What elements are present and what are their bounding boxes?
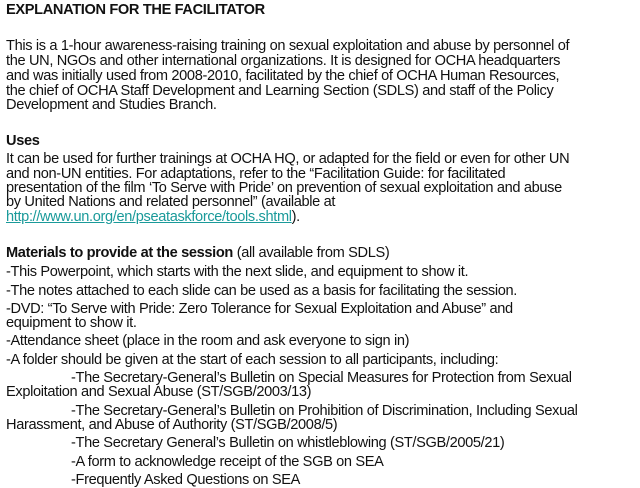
uses-line: and non-UN entities. For adaptations, refer to the “Facilitation Guide: for facilitated xyxy=(6,166,506,182)
intro-line: This is a 1-hour awareness-raising training on sexual exploitation and abuse by personnel of xyxy=(6,38,570,54)
intro-line: and was initially used from 2008-2010, facilitated by the chief of OCHA Human Resources, xyxy=(6,68,560,84)
link-suffix: ). xyxy=(291,209,300,225)
materials-title-line xyxy=(6,246,389,261)
uses-link-line xyxy=(6,210,300,225)
uses-line: by United Nations and related personnel” (available at xyxy=(6,194,336,210)
pseataskforce-link[interactable]: http://www.un.org/en/pseataskforce/tools.shtml xyxy=(6,209,292,225)
materials-item: -Attendance sheet (place in the room and ask everyone to sign in) xyxy=(6,333,410,349)
folder-item-continued: Harassment, and Abuse of Authority (ST/SGB/2008/5) xyxy=(6,417,338,433)
uses-line: It can be used for further trainings at OCHA HQ, or adapted for the field or even for other UN xyxy=(6,151,570,167)
materials-item: -This Powerpoint, which starts with the next slide, and equipment to show it. xyxy=(6,264,469,280)
folder-item: -The Secretary-General’s Bulletin on Prohibition of Discrimination, Including Sexual xyxy=(71,403,578,419)
uses-title: Uses xyxy=(6,133,40,149)
page-heading: EXPLANATION FOR THE FACILITATOR xyxy=(6,2,265,18)
materials-item: -The notes attached to each slide can be used as a basis for facilitating the session. xyxy=(6,283,518,299)
folder-item: -The Secretary-General’s Bulletin on Special Measures for Protection from Sexual xyxy=(71,370,572,386)
folder-item: -Frequently Asked Questions on SEA xyxy=(71,472,301,488)
materials-item: -A folder should be given at the start of each session to all participants, including: xyxy=(6,352,499,368)
materials-title: Materials to provide at the session xyxy=(6,245,233,261)
uses-line: presentation of the film ‘To Serve with Pride’ on prevention of sexual exploitation and abuse xyxy=(6,180,562,196)
folder-item-continued: Exploitation and Sexual Abuse (ST/SGB/2003/13) xyxy=(6,384,312,400)
intro-line: the UN, NGOs and other international organizations. It is designed for OCHA headquarters xyxy=(6,53,561,69)
folder-item: -A form to acknowledge receipt of the SGB on SEA xyxy=(71,454,384,470)
materials-item: -DVD: “To Serve with Pride: Zero Tolerance for Sexual Exploitation and Abuse” and xyxy=(6,301,513,317)
materials-title-note: (all available from SDLS) xyxy=(233,245,390,261)
folder-item: -The Secretary General’s Bulletin on whistleblowing (ST/SGB/2005/21) xyxy=(71,435,505,451)
intro-line: the chief of OCHA Staff Development and Learning Section (SDLS) and staff of the Policy xyxy=(6,83,554,99)
intro-line: Development and Studies Branch. xyxy=(6,97,217,113)
materials-item-continued: equipment to show it. xyxy=(6,315,137,331)
